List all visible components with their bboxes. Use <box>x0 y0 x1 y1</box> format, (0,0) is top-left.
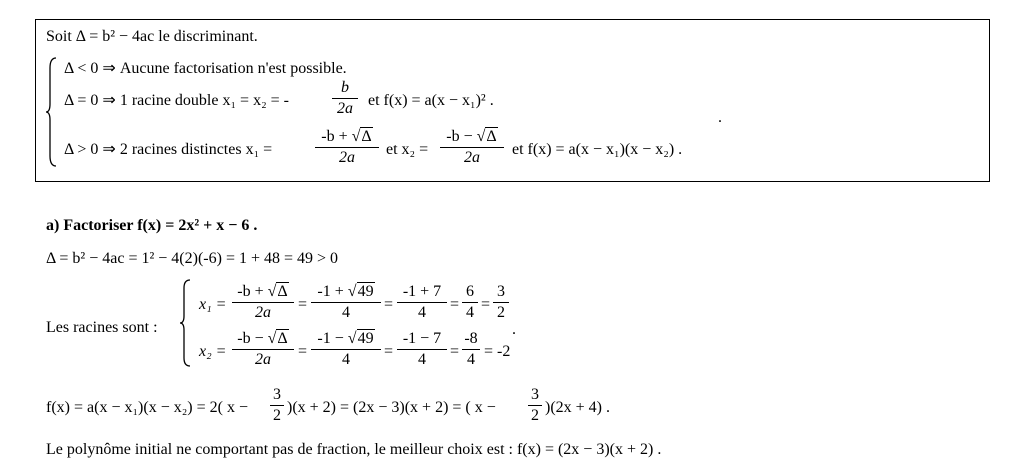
x2-eq-3: = <box>450 343 460 360</box>
case-zero-suffix: et f(x) = a(x − x₁)² . <box>368 92 494 109</box>
x2-eq-1: = <box>298 343 308 360</box>
case-positive-mid: et x₂ = <box>386 141 429 158</box>
x2-fraction-general: $\frac{-b - √\Delta}{2a}$ <box>232 331 294 368</box>
case-positive-x1-fraction: $\frac{-b + √\Delta}{2a}$ <box>315 129 379 166</box>
exercise-heading: a) Factoriser f(x) = 2x² + x − 6 . <box>46 217 258 234</box>
factor-part-b: )(x + 2) = (2x − 3)(x + 2) = ( x − <box>287 399 496 416</box>
x1-fraction-unsimplified: $\frac{6}{4}$ <box>462 284 478 321</box>
conclusion: Le polynôme initial ne comportant pas de fraction, le meilleur choix est : f(x) = (2x − 3)(x + 2) . <box>46 441 662 458</box>
case-zero-fraction: $\frac{b}{2a}$ <box>332 80 358 117</box>
x1-eq-2: = <box>384 296 394 313</box>
factor-part-a: f(x) = a(x − x₁)(x − x₂) = 2( x − <box>46 399 248 416</box>
x1-fraction-general: $\frac{-b + √\Delta}{2a}$ <box>232 284 294 321</box>
roots-label: Les racines sont : <box>46 319 158 336</box>
case-positive-prefix: Δ > 0 ⇒ 2 racines distinctes x₁ = <box>64 141 273 158</box>
x2-lhs: x₂ = <box>199 343 227 360</box>
factor-fraction-2: $\frac{3}{2}$ <box>528 387 542 424</box>
case-negative: Δ < 0 ⇒ Aucune factorisation n'est possible. <box>64 60 347 77</box>
x1-fraction-numeric: $\frac{-1 + √49}{4}$ <box>311 284 381 321</box>
x2-eq-2: = <box>384 343 394 360</box>
x2-fraction-sum: $\frac{-1 - 7}{4}$ <box>397 331 447 368</box>
stray-dot: . <box>718 109 722 126</box>
x2-fraction-numeric: $\frac{-1 - √49}{4}$ <box>311 331 381 368</box>
x1-eq-1: = <box>298 296 308 313</box>
box-intro: Soit Δ = b² − 4ac le discriminant. <box>46 28 258 45</box>
case-positive-suffix: et f(x) = a(x − x₁)(x − x₂) . <box>512 141 683 158</box>
x1-fraction-sum: $\frac{-1 + 7}{4}$ <box>397 284 447 321</box>
factor-fraction-1: $\frac{3}{2}$ <box>270 387 284 424</box>
x1-lhs: x₁ = <box>199 296 227 313</box>
cases-brace <box>44 56 58 168</box>
x2-result: = -2 <box>484 343 511 360</box>
roots-dot: . <box>512 321 516 338</box>
case-zero-prefix: Δ = 0 ⇒ 1 racine double x₁ = x₂ = - <box>64 92 289 109</box>
roots-brace <box>178 278 192 368</box>
case-positive-x2-fraction: $\frac{-b - √\Delta}{2a}$ <box>440 129 504 166</box>
x1-eq-3: = <box>450 296 460 313</box>
delta-line: Δ = b² − 4ac = 1² − 4(2)(-6) = 1 + 48 = 49 > 0 <box>46 250 339 267</box>
x1-eq-4: = <box>481 296 491 313</box>
factor-part-c: )(2x + 4) . <box>545 399 611 416</box>
x1-fraction-result: $\frac{3}{2}$ <box>493 284 509 321</box>
x2-fraction-unsimplified: $\frac{-8}{4}$ <box>462 331 480 368</box>
